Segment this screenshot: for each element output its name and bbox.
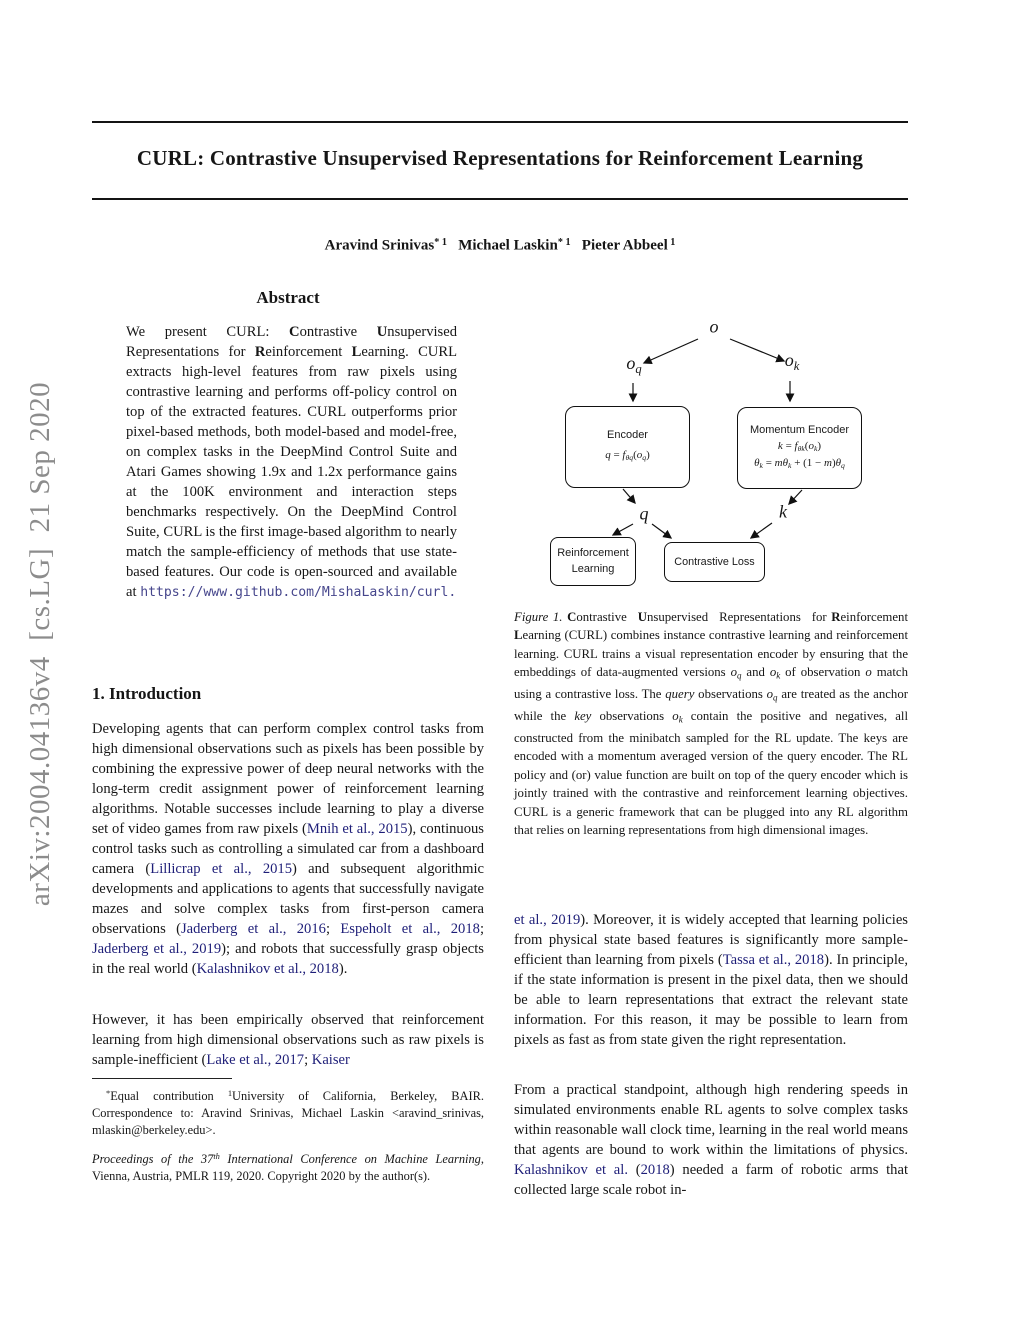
- momentum-encoder-title: Momentum Encoder: [749, 423, 850, 436]
- encoder-formula: q = fθq(oq): [605, 449, 650, 463]
- right-column-paragraph-2: From a practical standpoint, although high rendering speeds in simulated environments enable RL agents to solve complex tasks within reasonable wall clock time, learning in the real world means that agents are bound to work within the limitations of physics. Kalashnikov et al. (2018) needed a farm of robotic arms that collected large scale robot in-: [514, 1082, 909, 1198]
- abstract-body: We present CURL: Contrastive Unsupervised Representations for Reinforcement Learning. CURL extracts high-level features from raw pixels using contrastive learning and performs off-policy control on top of the extracted features. CURL outperforms prior pixel-based methods, both model-based and model-free, on complex tasks in the DeepMind Control Suite and Atari Games showing 1.9x and 1.2x performance gains at the 100K environment and interaction steps benchmarks respectively. On the DeepMind Control Suite, CURL is the first image-based algorithm to nearly match the sample-efficiency of methods that use state-based features. Our code is open-sourced and available at: [126, 324, 457, 600]
- key-label: k: [779, 501, 787, 522]
- intro-paragraph-1: Developing agents that can perform complex control tasks from high dimensional observations such as pixels has been possible by combining the expressive power of deep neural networks with the long-term credit assignment power of reinforcement learning algorithms. Notable successes include learning to play a diverse set of video games from raw pixels (Mnih et al., 2015), continuous control tasks such as controlling a simulated car from a dashboard camera (Lillicrap et al., 2015) and subsequent algorithmic developments and applications to agents that successfully navigate mazes and solve complex tasks from first-person camera observations (Jaderberg et al., 2016; Espeholt et al., 2018; Jaderberg et al., 2019); and robots that successfully grasp objects in the real world (Kalashnikov et al., 2018).: [92, 721, 485, 977]
- momentum-formula-1: k = fθk(ok): [777, 439, 822, 454]
- abstract-text: [126, 322, 457, 603]
- authors-line: Aravind Srinivas$^{* 1}$ Michael Laskin$^{* 1}$ Pieter Abbeel $^1$: [324, 237, 676, 254]
- figure-1-diagram: [514, 305, 908, 597]
- reinforcement-learning-box: Reinforcement Learning: [550, 537, 636, 586]
- github-link[interactable]: https://www.github.com/MishaLaskin/curl.: [140, 585, 457, 600]
- footnote-divider: [92, 1078, 232, 1079]
- figure-1-caption: Figure 1. Contrastive Unsupervised Representations for Reinforcement Learning (CURL) combines instance contrastive learning and reinforcement learning. CURL trains a visual representation encoder by ensuring that the embeddings of data-augmented versions oq and ok of observation o match using a contrastive loss. The query observations oq are treated as the anchor while the key observations ok contain the positive and negatives, all constructed from the minibatch sampled for the RL update. The keys are encoded with a momentum averaged version of the query encoder. The RL policy and (or) value function are built on top of the query encoder which is jointly trained with the contrastive and reinforcement learning objectives. CURL is a generic framework that can be plugged into any RL algorithm that relies on learning representations from high dimensional images.: [514, 610, 909, 837]
- introduction-heading: 1. Introduction: [92, 684, 202, 703]
- footnote-contribution: *Equal contribution $^1$University of California, Berkeley, BAIR. Correspondence to: Aravind Srinivas, Michael Laskin <aravind_srinivas, mlaskin@berkeley.edu>.: [92, 1088, 484, 1137]
- momentum-formula-2: θk = mθk + (1 − m)θq: [754, 457, 845, 471]
- encoder-box: [565, 406, 690, 488]
- key-observation-label: ok: [784, 350, 800, 373]
- arxiv-watermark: arXiv:2004.04136v4 [cs.LG] 21 Sep 2020: [24, 381, 56, 907]
- abstract-heading: Abstract: [256, 288, 320, 307]
- title-rule-bottom: [92, 198, 908, 200]
- query-label: q: [639, 503, 649, 524]
- paper-title: CURL: Contrastive Unsupervised Representations for Reinforcement Learning: [136, 146, 864, 170]
- encoder-title: Encoder: [607, 429, 648, 442]
- intro-paragraph-2: However, it has been empirically observed that reinforcement learning from high dimensional observations such as raw pixels is sample-inefficient (Lake et al., 2017; Kaiser: [92, 1012, 484, 1068]
- contrastive-loss-box: Contrastive Loss: [664, 542, 765, 582]
- footnote-proceedings: Proceedings of the 37th International Conference on Machine Learning, Vienna, Austria, PMLR 119, 2020. Copyright 2020 by the author(s).: [92, 1151, 484, 1183]
- right-column-paragraph-1: et al., 2019). Moreover, it is widely accepted that learning policies from physical state based features is significantly more sample-efficient than learning from pixels (Tassa et al., 2018). In principle, if the state information is present in the pixel data, then we should be able to learn representations that extract the relevant state information. For this reason, it may be possible to learn from pixels as fast as from state given the right representation.: [514, 912, 908, 1048]
- query-observation-label: oq: [626, 353, 642, 376]
- momentum-encoder-box: [737, 407, 862, 489]
- title-rule-top: [92, 121, 908, 123]
- observation-label: o: [709, 316, 719, 337]
